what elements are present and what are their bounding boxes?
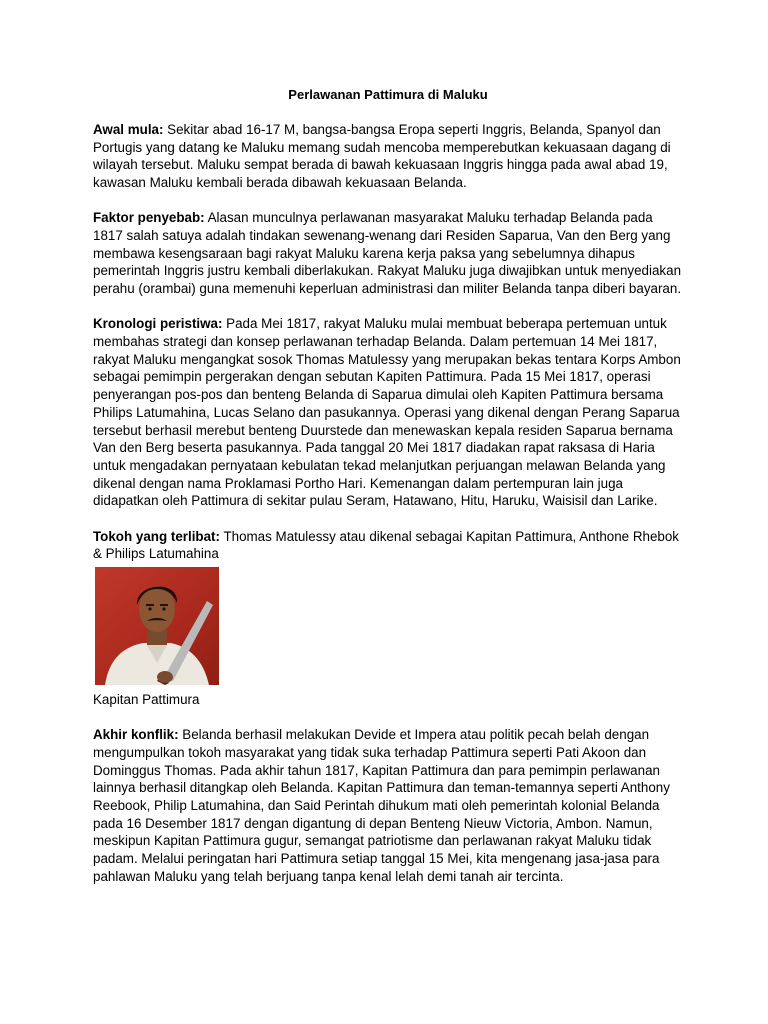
section-kronologi (93, 315, 683, 510)
section-text: Belanda berhasil melakukan Devide et Impera atau politik pecah belah dengan mengumpulkan tokoh masyarakat yang tidak suka terhadap Pattimura seperti Pati Akoon dan Dominggus Thomas. Pada akhir tahun 1817, Kapitan Pattimura dan para pemimpin perlawanan lainnya berhasil ditangkap oleh Belanda. Kapitan Pattimura dan teman-temannya seperti Anthony Reebook, Philip Latumahina, dan Said Perintah dihukum mati oleh pemerintah kolonial Belanda pada 16 Desember 1817 dengan digantung di depan Benteng Nieuw Victoria, Ambon. Namun, meskipun Kapitan Pattimura gugur, semangat patriotisme dan perlawanan rakyat Maluku tidak padam. Melalui peringatan hari Pattimura setiap tanggal 15 Mei, kita mengenang jasa-jasa para pahlawan Maluku yang telah berjuang tanpa kenal lelah demi tanah air tercinta. (93, 727, 670, 884)
section-faktor-penyebab (93, 209, 683, 298)
section-heading: Tokoh yang terlibat: (93, 528, 220, 544)
portrait-figure (93, 567, 683, 709)
section-heading: Faktor penyebab: (93, 210, 205, 226)
section-heading: Akhir konflik: (93, 727, 179, 743)
section-akhir-konflik (93, 726, 683, 885)
section-heading: Awal mula: (93, 122, 164, 137)
document-title: Perlawanan Pattimura di Maluku (288, 87, 488, 102)
section-text: Sekitar abad 16-17 M, bangsa-bangsa Eropa seperti Inggris, Belanda, Spanyol dan Portugis yang datang ke Maluku memang sudah mencoba memperebutkan kekuasaan dagang di wilayah tersebut. Maluku sempat berada di bawah kekuasaan Inggris hingga pada awal abad 19, kawasan Maluku kembali berada dibawah kekuasaan Belanda. (93, 122, 671, 191)
portrait-image (95, 567, 219, 685)
section-text: Thomas Matulessy atau dikenal sebagai Kapitan Pattimura, Anthone Rhebok & Philips Latumahina (93, 528, 680, 562)
portrait-caption: Kapitan Pattimura (93, 691, 200, 707)
section-text: Pada Mei 1817, rakyat Maluku mulai membuat beberapa pertemuan untuk membahas strategi dan konsep perlawanan terhadap Belanda. Dalam pertemuan 14 Mei 1817, rakyat Maluku mengangkat sosok Thomas Matulessy yang merupakan bekas tentara Korps Ambon sebagai pemimpin pergerakan dengan sebutan Kapiten Pattimura. Pada 15 Mei 1817, operasi penyerangan pos-pos dan benteng Belanda di Saparua dimulai oleh Kapiten Pattimura bersama Philips Latumahina, Lucas Selano dan pasukannya. Operasi yang dikenal dengan Perang Saparua tersebut berhasil merebut benteng Duurstede dan menewaskan kepala residen Saparua bernama Van den Berg beserta pasukannya. Pada tanggal 20 Mei 1817 diadakan rapat raksasa di Haria untuk mengadakan pernyataan kebulatan tekad melanjutkan perjuangan melawan Belanda yang dikenal dengan nama Proklamasi Portho Hari. Kemenangan dalam pertempuran lain juga didapatkan oleh Pattimura di sekitar pulau Seram, Hatawano, Hitu, Haruku, Waisisil dan Larike. (93, 316, 681, 509)
section-tokoh (93, 528, 683, 563)
document-page (93, 86, 683, 903)
section-heading: Kronologi peristiwa: (93, 316, 223, 332)
section-text: Alasan munculnya perlawanan masyarakat Maluku terhadap Belanda pada 1817 salah satuya adalah tindakan sewenang-wenang dari Residen Saparua, Van den Berg yang membawa kesengsaraan bagi rakyat Maluku karena kerja paksa yang sebelumnya dihapus pemerintah Inggris justru kembali diberlakukan. Rakyat Maluku juga diwajibkan untuk menyediakan perahu (orambai) guna memenuhi keperluan administrasi dan militer Belanda tanpa diberi bayaran. (93, 210, 682, 297)
section-awal-mula (93, 121, 683, 192)
